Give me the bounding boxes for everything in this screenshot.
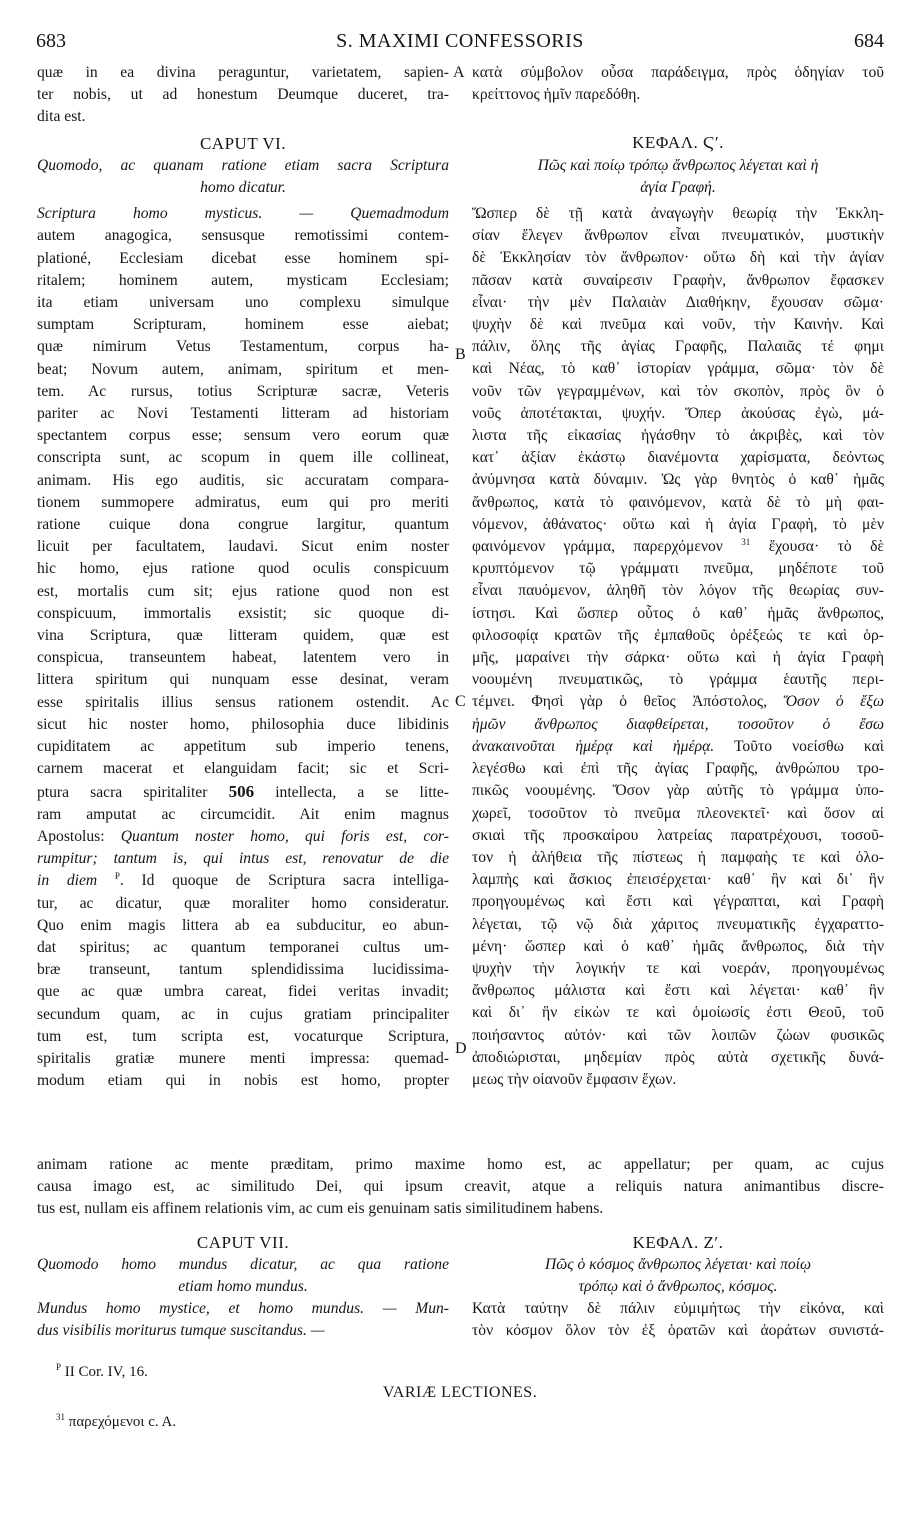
latin-line: vina Scriptura, quæ litteram quidem, quæ est <box>37 627 449 645</box>
greek-line: πικῶς νοουμένης. Ὅσον γὰρ αὐτῆς τὸ γράμμα ὑπο- <box>472 782 884 800</box>
greek-column <box>472 62 884 1091</box>
greek-line: εἶναι· τὴν μὲν Παλαιὰν Διαθήκην, ἔχουσαν σῶμα· <box>472 293 884 311</box>
greek-line: χωρεῖ, τοσοῦτον τὸ πνεῦμα πλεονεκτεῖ· καὶ ὅσον αἱ <box>472 804 884 822</box>
greek-text: ἔχουσα· τὸ δὲ <box>768 538 884 556</box>
latin-line: animam ratione ac mente præditam, primo maxime homo est, ac appellatur; per quam, ac cujus <box>37 1156 884 1173</box>
greek-line: κατὰ σύμβολον οὖσα παράδειγμα, πρὸς ὁδηγίαν τοῦ <box>472 64 884 81</box>
footnote-p <box>56 1364 148 1381</box>
latin-chapter-title: Quomodo homo mundus dicatur, ac qua ratione <box>37 1256 449 1273</box>
greek-line: καὶ Νέας, τὸ καθ᾽ ἱστορίαν γράμμα, σῶμα· τὸν δὲ <box>472 360 884 378</box>
greek-line: νοῦς ἀποτέτακται, ψυχήν. Ὅπερ ἀκούσας ἐγὼ, μά- <box>472 404 884 422</box>
latin-line: sumptam Scripturam, hominem esse aiebat; <box>37 316 449 334</box>
page-number-left: 683 <box>36 30 66 52</box>
running-title: S. MAXIMI CONFESSORIS <box>336 30 584 52</box>
latin-chapter-heading: CAPUT VI. <box>199 133 287 153</box>
greek-line: κρείττονος ἡμῖν παρεδόθη. <box>472 86 641 104</box>
greek-line: τὸν κόσμον ὅλον τὸν ἐξ ὁρατῶν καὶ ἀοράτων συνιστά- <box>472 1322 884 1339</box>
footnote-text: II Cor. IV, 16. <box>64 1364 148 1380</box>
latin-line <box>37 781 449 804</box>
latin-sidenote: Mundus homo mystice, et homo mundus. — Mun- <box>37 1300 449 1317</box>
footnote-31 <box>56 1414 176 1431</box>
greek-chapter-title: τρόπῳ καὶ ὁ ἄνθρωπος, κόσμος. <box>578 1278 778 1295</box>
variae-lectiones-heading: VARIÆ LECTIONES. <box>382 1384 538 1401</box>
latin-chapter-title: etiam homo mundus. <box>178 1278 308 1295</box>
greek-line: ἀποδιώρισται, μηδεμίαν πρὸς αὐτὰ σχετικῆς δυνά- <box>472 1048 884 1066</box>
greek-chapter-heading: ΚΕΦΑΛ. Ζʹ. <box>632 1233 724 1252</box>
greek-line: κατ᾽ ἀξίαν ἑκάστῳ διανέμοντα χαρίσματα, δεόντως <box>472 449 884 467</box>
page-header <box>36 30 884 60</box>
greek-line: ἀνύμνησα κατὰ δύναμιν. Ὡς γὰρ θνητὸς ὁ καθ᾽ ἡμᾶς <box>472 471 884 489</box>
footnote-mark: P <box>56 1362 62 1372</box>
greek-line: μεως τὴν οἱανοῦν ἔμφασιν ἔχων. <box>472 1070 677 1088</box>
greek-line: σκιαὶ τῆς προσκαίρου λατρείας παρατρέχουσι, τοσοῦ- <box>472 826 884 844</box>
latin-line: spectantem corpus esse; sensum vero eorum quæ <box>37 427 449 445</box>
footnote-text: παρεχόμενοι c. A. <box>68 1414 177 1430</box>
latin-line: quæ in ea divina peraguntur, varietatem, sapien- <box>37 64 449 81</box>
greek-line: μένη· ὥσπερ καὶ ὁ καθ᾽ ἡμᾶς ἄνθρωπος, διὰ τὴν <box>472 937 884 955</box>
greek-chapter-title: Πῶς ὁ κόσμος ἄνθρωπος λέγεται· καὶ ποίῳ <box>544 1256 812 1273</box>
latin-line: carnem macerat et elanguidam facit; sic et Scri- <box>37 760 449 778</box>
footnote-mark: 31 <box>56 1412 65 1422</box>
latin-text: ptura sacra spiritaliter <box>37 783 208 801</box>
latin-sidenote: dus visibilis moriturus tumque suscitandus. — <box>37 1322 325 1339</box>
scripture-quote: rumpitur; tantum is, qui intus est, renovatur de die <box>37 850 449 868</box>
greek-line: ψυχὴν δὲ καὶ πνεῦμα καὶ νοῦν, τὴν Καινήν. Καὶ <box>472 316 884 334</box>
margin-marker-b: B <box>455 346 466 363</box>
greek-line: νοῦν τῶν γεγραμμένων, καὶ τὸν σκοπὸν, πρὸς ὃν ὁ <box>472 382 884 400</box>
latin-line: ritalem; hominem autem, mysticam Ecclesiam; <box>37 271 449 289</box>
greek-line: λαμπὴς καὶ ἄσκιος ἐπεισέρχεται· καθ᾽ ἣν καὶ δι᾽ ἣν <box>472 871 884 889</box>
latin-line: tionem summopere admiratus, eum qui pro meriti <box>37 493 449 511</box>
greek-line: νοουμένη πνευματικῶς, τὸ γράμμα ἑαυτῆς περι- <box>472 671 884 689</box>
greek-line: εἶναι παυόμενον, ἀληθῆ τὸν λόγον τῆς θεωρίας συν- <box>472 582 884 600</box>
latin-column <box>37 62 449 1092</box>
latin-line: tus est, nullam eis affinem relationis vim, ac cum eis genuinam satis similitudinem habens. <box>37 1200 604 1218</box>
scripture-quote: Ὅσον ὁ ἔξω <box>783 693 884 711</box>
latin-line: tem. Ac rursus, totius Scripturæ sacræ, Veteris <box>37 382 449 400</box>
greek-line: μῆς, μαραίνει τὴν σάρκα· οὕτω καὶ ἡ ἁγία Γραφὴ <box>472 649 884 667</box>
latin-chapter-title: Quomodo, ac quanam ratione etiam sacra Scriptura <box>37 156 449 174</box>
greek-caput-7 <box>472 1232 884 1342</box>
latin-text: Apostolus: <box>37 827 105 845</box>
greek-line: πάλιν, ὅλης τῆς ἁγίας Γραφῆς, Παλαιᾶς τέ φημι <box>472 338 884 356</box>
latin-line <box>37 203 449 225</box>
greek-text: Τοῦτο νοείσθω καὶ <box>733 737 884 755</box>
greek-line: φιλοσοφίᾳ κρατῶν τῆς ἐμπαθοῦς ὀρέξεώς τε καὶ ὁρ- <box>472 626 884 644</box>
greek-line: λιστα τῆς εἰκασίας ἠγάσθην τὸ ἀκριβὲς, καὶ τὸν <box>472 427 884 445</box>
latin-chapter-title: homo dicatur. <box>200 179 286 197</box>
greek-text: τέμνει. Φησὶ γὰρ ὁ θεῖος Ἀπόστολος, <box>472 693 768 711</box>
margin-column-number: 506 <box>228 781 255 801</box>
latin-line: ratione cuique dona congrue largitur, quantum <box>37 516 449 534</box>
latin-sidenote: Scriptura homo mysticus. — Quemadmodum <box>37 205 449 223</box>
latin-line: beat; Novum autem, animam, spiritum et men- <box>37 360 449 378</box>
greek-chapter-title: Πῶς καὶ ποίῳ τρόπῳ ἄνθρωπος λέγεται καὶ ἡ <box>537 156 819 174</box>
scripture-quote: ἡμῶν ἄνθρωπος διαφθείρεται, τοσοῦτον ὁ ἔσω <box>472 715 884 733</box>
latin-text: intellecta, a se litte- <box>275 783 449 801</box>
latin-line: Quo enim magis littera ab ea subducitur, eo abun- <box>37 916 449 934</box>
footnote-ref-p: P <box>114 871 120 882</box>
latin-text: . Id quoque de Scriptura sacra intelliga- <box>119 872 449 890</box>
greek-line: λέγεται, τῷ νῷ διὰ χάριτος πνευματικῆς ἐγχαραττο- <box>472 915 884 933</box>
latin-line: conspicuum, immortalis exsistit; sic quoque di- <box>37 604 449 622</box>
greek-line <box>472 736 884 758</box>
latin-line: conscripta sunt, ac scopum in quem ille collineat, <box>37 449 449 467</box>
latin-line: pariter ac Novi Testamenti litteram ad historiam <box>37 405 449 423</box>
greek-line: πᾶσαν κατὰ συναίρεσιν Γραφὴν, ἄνθρωπον ἔφασκεν <box>472 271 884 289</box>
greek-line <box>472 536 884 558</box>
scripture-quote: ἀνακαινοῦται ἡμέρᾳ καὶ ἡμέρᾳ. <box>472 737 715 755</box>
latin-line: hic homo, ejus ratione quod oculis conspicuum <box>37 560 449 578</box>
latin-line: plationé, Ecclesiam dicebat esse hominem spi- <box>37 249 449 267</box>
greek-line: ποιήσαντος αὐτόν· καὶ τῶν λοιπῶν ζώων φυσικῶς <box>472 1026 884 1044</box>
latin-line: littera spiritum qui nunquam esse desinat, veram <box>37 671 449 689</box>
margin-marker-a: A <box>453 64 465 81</box>
latin-line: dat spiritus; ac quantum temporanei cultus um- <box>37 938 449 956</box>
greek-line: Κατὰ ταύτην δὲ πάλιν εὐμιμήτως τὴν εἰκόνα, καὶ <box>472 1300 884 1317</box>
greek-chapter-heading: ΚΕΦΑΛ. Ϛʹ. <box>632 133 724 153</box>
latin-line: spiritalis gratiæ munere menti impressa: quemad- <box>37 1049 449 1067</box>
greek-text: φαινόμενον γράμμα, παρερχόμενον <box>472 538 723 556</box>
greek-line: ἄνθρωπος, κατὰ τὸ φαινόμενον, κατὰ δὲ τὸ μὴ φαι- <box>472 493 884 511</box>
latin-line: sicut hic noster homo, philosophia duce libidinis <box>37 715 449 733</box>
latin-caput-7 <box>37 1232 449 1342</box>
latin-line: tur, ac dicatur, quæ moraliter homo consideratur. <box>37 894 449 912</box>
greek-line: ίστησι. Καὶ ὥσπερ οὗτος ὁ καθ᾽ ἡμᾶς ἄνθρωπος, <box>472 604 884 622</box>
latin-line <box>37 826 449 848</box>
latin-line: animam. His ego auditis, sic accuratam compara- <box>37 471 449 489</box>
greek-line: τον ἡ ἀλήθεια τῆς πίστεως ἡ παμφαὴς τε καὶ ὁλο- <box>472 848 884 866</box>
latin-line: que ac quæ umbra careat, fidei veritas invadit; <box>37 983 449 1001</box>
latin-line <box>37 870 449 892</box>
greek-line: κρυπτόμενον τῷ γράμματι πνεῦμα, μηδέποτε τοῦ <box>472 560 884 578</box>
latin-line: licuit per facultatem, laudavi. Sicut enim noster <box>37 538 449 556</box>
latin-line: est, mortalis cum sit; ejus ratione quod non est <box>37 582 449 600</box>
latin-line: autem anagogica, sensusque remotissimi contem- <box>37 227 449 245</box>
page-number-right: 684 <box>854 30 884 52</box>
greek-line: νόμενον, ἀθάνατος· οὕτω καὶ ἡ ἁγία Γραφὴ, τὸ μὲν <box>472 515 884 533</box>
latin-line: cupiditatem ac appetitum sub imperio tenens, <box>37 738 449 756</box>
latin-line: tum est, tum scripta est, vocaturque Scriptura, <box>37 1027 449 1045</box>
greek-line <box>472 691 884 713</box>
latin-line: conspicua, transeuntem habeat, latentem vero in <box>37 649 449 667</box>
greek-line: Ὥσπερ δὲ τῇ κατὰ ἀναγωγὴν θεωρίᾳ τὴν Ἐκκλη- <box>472 205 884 223</box>
scripture-quote: in diem <box>37 872 98 890</box>
greek-line: ψυχὴν τὴν λογικήν τε καὶ νοεράν, προηγουμένως <box>472 959 884 977</box>
latin-chapter-heading: CAPUT VII. <box>196 1233 290 1252</box>
latin-line: bræ transeunt, tantum splendidissima lucidissima- <box>37 961 449 979</box>
margin-marker-d: D <box>455 1040 467 1057</box>
latin-line: causa imago est, ac similitudo Dei, qui ipsum creavit, atque a reliquis natura animantibus discre- <box>37 1178 884 1196</box>
greek-line: προηγουμένως καὶ ἔστι καὶ γέγραπται, καὶ Γραφὴ <box>472 893 884 911</box>
latin-line: esse spiritalis illius sensus rationem ostendit. Ac <box>37 693 449 711</box>
greek-line: λεγέσθω καὶ ἐπὶ τῆς ἁγίας Γραφῆς, ἀνθρώπου τρο- <box>472 760 884 778</box>
latin-line: modum etiam qui in nobis est homo, propter <box>37 1072 449 1090</box>
latin-line: ita etiam universam uno complexu simulque <box>37 294 449 312</box>
full-width-paragraph <box>37 1154 884 1221</box>
greek-line: σίαν ἔλεγεν ἄνθρωπον εἶναι πνευματικόν, μυστικὴν <box>472 227 884 245</box>
scripture-quote: Quantum noster homo, qui foris est, cor- <box>120 827 449 845</box>
latin-line: ter nobis, ut ad honestum Deumque duceret, tra- <box>37 86 449 104</box>
latin-line: quæ nimirum Vetus Testamentum, corpus ha- <box>37 338 449 356</box>
greek-line: ἄνθρωπος μάλιστα καὶ ἔστι καὶ λέγεται· καθ᾽ ἣν <box>472 982 884 1000</box>
margin-marker-c: C <box>455 693 466 710</box>
latin-line: dita est. <box>37 108 86 126</box>
footnote-ref-31: 31 <box>741 536 751 547</box>
greek-line: καὶ δι᾽ ἣν εἰκὼν τε καὶ ὁμοίωσίς ἐστι Θεοῦ, τοῦ <box>472 1004 884 1022</box>
greek-chapter-title: ἁγία Γραφή. <box>640 178 716 196</box>
latin-line: secundum quam, ac in cujus gratiam principaliter <box>37 1005 449 1023</box>
greek-line: δὲ Ἐκκλησίαν τὸν ἄνθρωπον· οὕτω δὴ καὶ τὴν ἁγίαν <box>472 249 884 267</box>
latin-line: ram amputat ac circumcidit. Ait enim magnus <box>37 805 449 823</box>
